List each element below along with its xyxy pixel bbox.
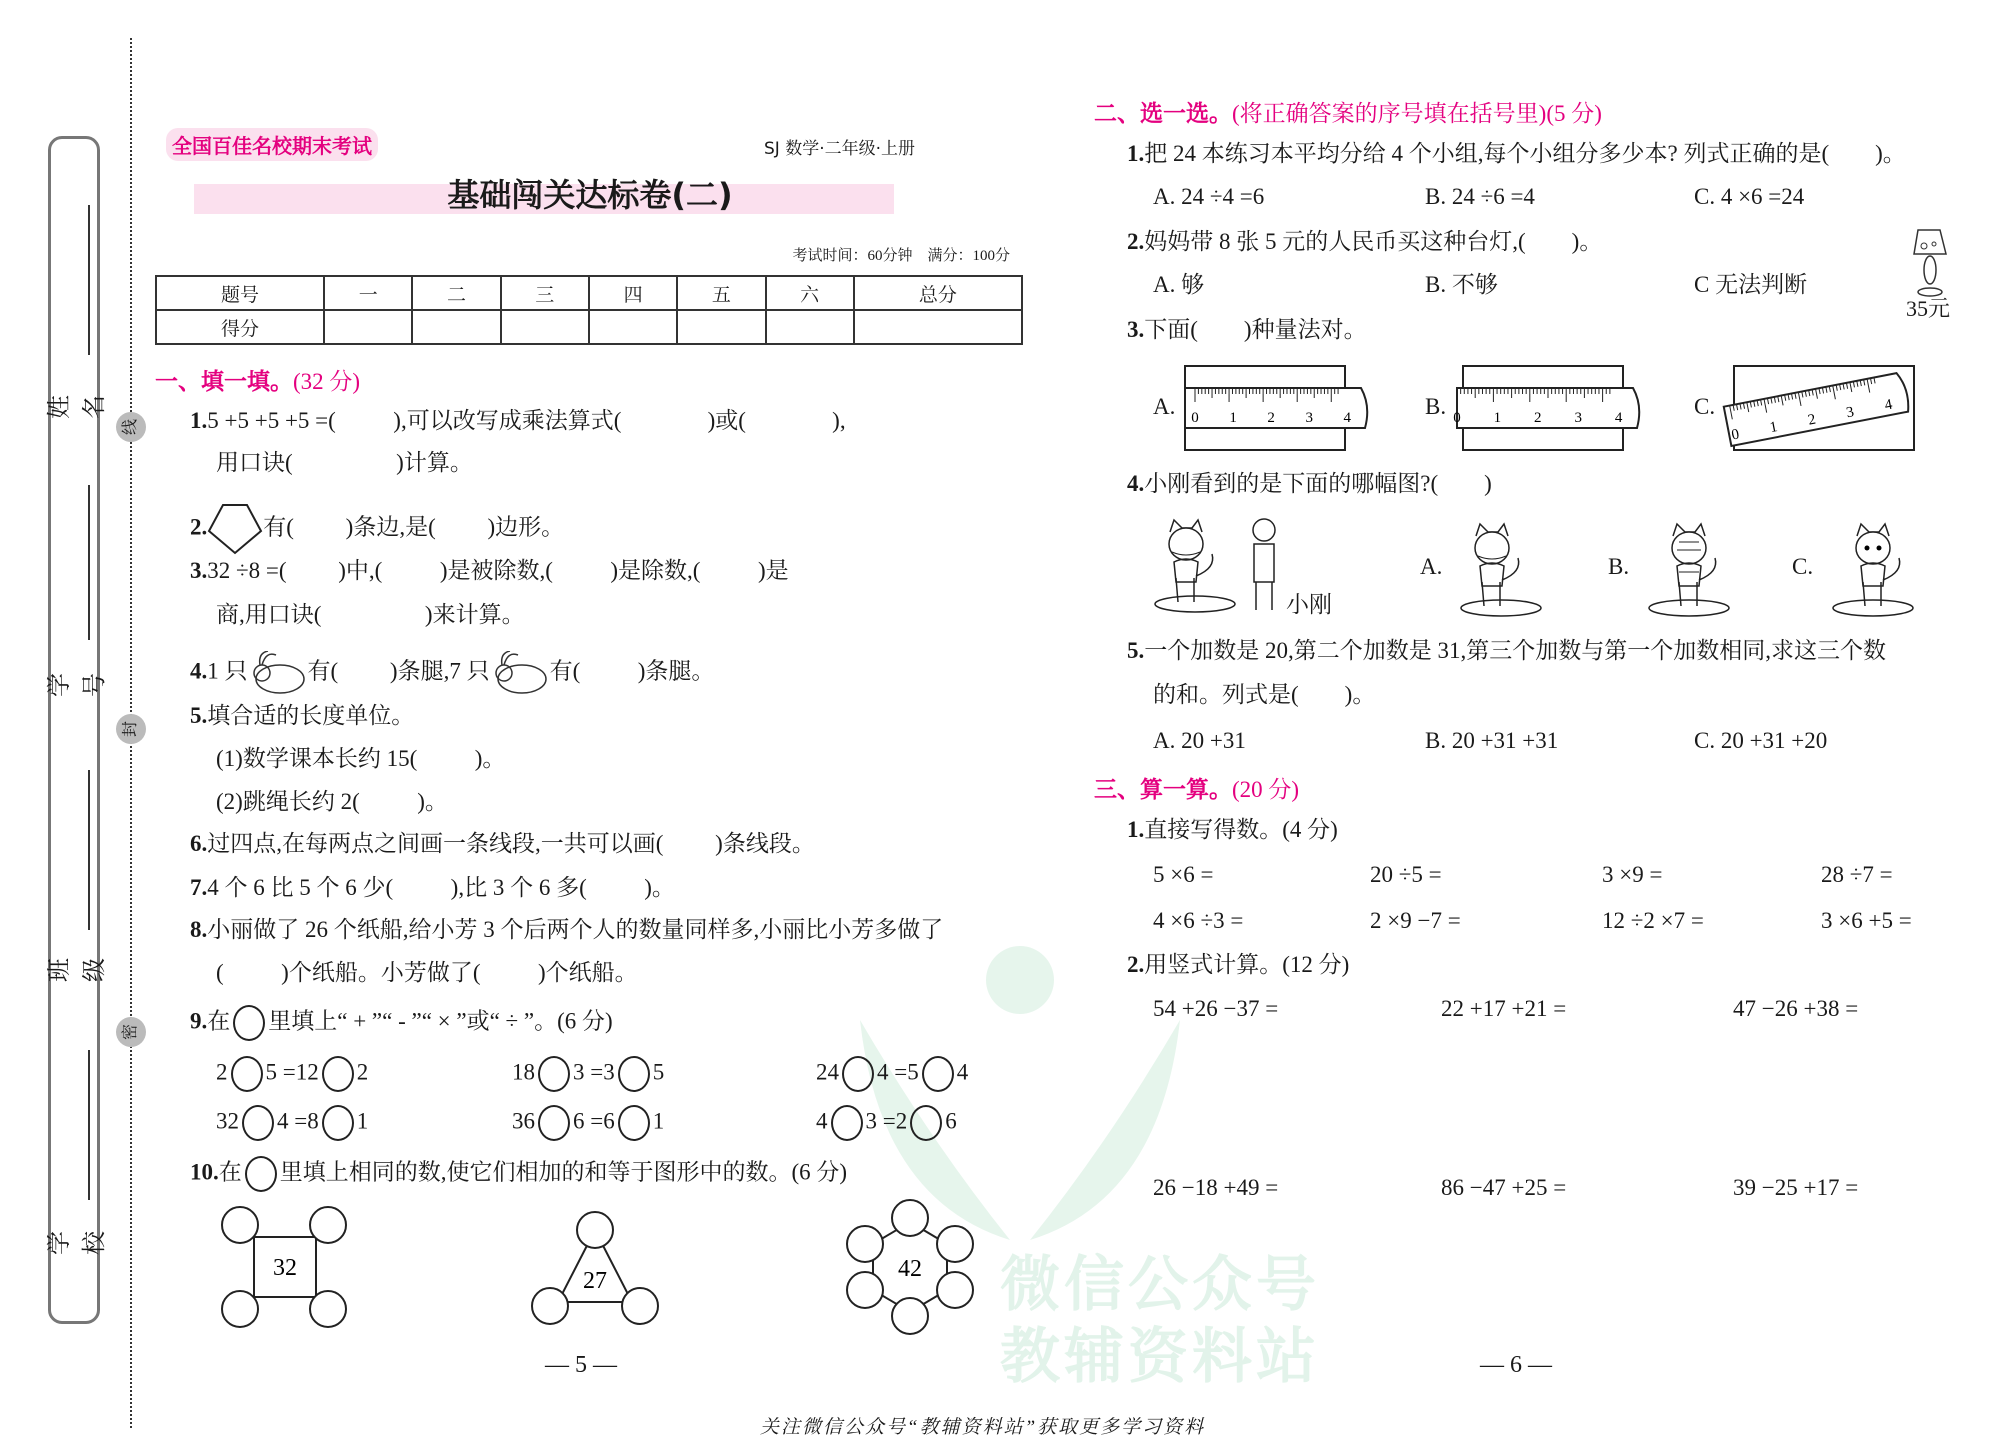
ruler-tick-label: 0 [1730, 426, 1741, 444]
option-b[interactable]: B. 20 +31 +31 [1425, 728, 1559, 753]
question-text[interactable]: 有( )条腿,7 只 [307, 658, 490, 684]
question-1 [190, 406, 846, 436]
score-input[interactable] [501, 310, 589, 344]
question-number: 8. [190, 917, 208, 942]
score-table [155, 275, 1023, 345]
option-a[interactable]: A. 够 [1153, 272, 1205, 297]
question-text[interactable]: 妈妈带 8 张 5 元的人民币买这种台灯,( )。 [1144, 229, 1603, 254]
table-cell: 得分 [156, 310, 324, 344]
vertical-calc-item[interactable]: 86 −47 +25 = [1441, 1175, 1567, 1200]
operator-circle-input[interactable] [538, 1105, 570, 1141]
table-cell: 六 [766, 276, 854, 310]
section-title: 一、填一填。 [155, 369, 293, 395]
operator-circle-input[interactable] [538, 1056, 570, 1092]
option-a[interactable]: A. 24 ÷4 =6 [1153, 184, 1265, 209]
equation-part: 2 [216, 1059, 228, 1085]
ruler-tick-label: 2 [1267, 410, 1275, 426]
question-4 [190, 651, 714, 695]
equation-part: 36 [512, 1108, 535, 1134]
question-text[interactable]: 32 ÷8 =( )中,( )是被除数,( )是除数,( )是 [207, 558, 789, 583]
ruler-tick-label: 3 [1845, 404, 1856, 422]
brand-label: 全国百佳名校期末考试 [166, 128, 378, 161]
answer-circle[interactable] [222, 1207, 258, 1243]
answer-circle[interactable] [310, 1291, 346, 1327]
equation-part: 1 [652, 1108, 665, 1134]
answer-circle[interactable] [937, 1272, 973, 1308]
score-input[interactable] [677, 310, 765, 344]
question-text[interactable]: 5 +5 +5 +5 =( ),可以改写成乘法算式( )或( ), [207, 408, 846, 433]
rabbit-icon [490, 651, 550, 695]
calc-item[interactable]: 5 ×6 = [1153, 862, 1214, 887]
person-label: 小刚 [1286, 592, 1332, 617]
equation-part: 2 [356, 1059, 369, 1085]
question-number: 5. [1127, 638, 1145, 663]
table-cell: 五 [677, 276, 765, 310]
cat-figure [1644, 522, 1734, 618]
watermark-text: 教辅资料站 [1000, 1322, 1320, 1392]
question-text[interactable]: 有( )条边,是( )边形。 [263, 514, 565, 540]
calc-item[interactable]: 12 ÷2 ×7 = [1602, 908, 1704, 933]
label-school: 学校 [45, 1231, 108, 1255]
question-number: 4. [190, 658, 208, 684]
ruler-tick-label: 3 [1305, 410, 1313, 426]
section-3-heading [1094, 771, 1299, 804]
question-number: 10. [190, 1159, 219, 1185]
operator-circle-input[interactable] [910, 1105, 942, 1141]
table-cell: 三 [501, 276, 589, 310]
choice-question-4 [1127, 469, 1492, 499]
equation-row [816, 1056, 968, 1092]
question-text[interactable]: 有( )条腿。 [549, 658, 715, 684]
calc-item[interactable]: 4 ×6 ÷3 = [1153, 908, 1244, 933]
question-text: 用竖式计算。(12 分) [1144, 952, 1350, 977]
lamp-price: 35元 [1906, 296, 1951, 321]
ruler-tick-label: 1 [1493, 410, 1502, 426]
ruler-tick-label: 1 [1229, 410, 1237, 426]
square-figure [220, 1205, 350, 1331]
operator-circle-input[interactable] [922, 1056, 954, 1092]
vertical-calc-item[interactable]: 22 +17 +21 = [1441, 996, 1567, 1021]
page-number-left: — 5 — [545, 1352, 617, 1378]
answer-circle[interactable] [622, 1288, 658, 1324]
page-title: 基础闯关达标卷(二) [447, 176, 733, 214]
answer-circle[interactable] [937, 1226, 973, 1262]
score-input[interactable] [854, 310, 1022, 344]
equation-part: 18 [512, 1059, 535, 1085]
calc-item[interactable]: 2 ×9 −7 = [1370, 908, 1461, 933]
score-input[interactable] [324, 310, 412, 344]
question-5-2[interactable]: (2)跳绳长约 2( )。 [216, 789, 448, 814]
calc-question-1 [1127, 815, 1338, 845]
operator-circle-input[interactable] [322, 1056, 354, 1092]
answer-circle[interactable] [847, 1272, 883, 1308]
score-input[interactable] [766, 310, 854, 344]
choice-question-5 [1127, 636, 1886, 666]
question-text: 一个加数是 20,第二个加数是 31,第三个加数与第一个加数相同,求这三个数 [1144, 638, 1886, 663]
circle-icon [233, 1005, 265, 1041]
operator-circle-input[interactable] [618, 1105, 650, 1141]
ruler-tick-label: 2 [1534, 410, 1542, 426]
cat-figure [1828, 522, 1918, 618]
answer-circle[interactable] [310, 1207, 346, 1243]
question-6 [190, 829, 815, 859]
equation-part: 3 =3 [573, 1059, 615, 1085]
question-text: 在 [218, 1159, 242, 1185]
question-number: 2. [1127, 229, 1145, 254]
ruler-tick-label: 2 [1806, 411, 1818, 429]
label-name: 姓名 [45, 395, 108, 419]
option-b[interactable]: B. 不够 [1425, 272, 1498, 297]
equation-row [816, 1105, 957, 1141]
option-c[interactable]: C. 4 ×6 =24 [1694, 184, 1805, 209]
equation-part: 6 [945, 1108, 957, 1134]
equation-part: 32 [216, 1108, 239, 1134]
section-2-heading [1094, 95, 1602, 128]
ruler-measurement-figure [1181, 364, 1381, 454]
score-input[interactable] [589, 310, 677, 344]
figure-number: 27 [583, 1268, 607, 1294]
cat-option-label[interactable]: C. [1792, 554, 1814, 579]
answer-circle[interactable] [892, 1200, 928, 1236]
question-8-cont[interactable]: ( )个纸船。小芳做了( )个纸船。 [216, 960, 638, 985]
ruler-measurement-figure [1722, 364, 1922, 454]
question-text: 填合适的长度单位。 [207, 703, 415, 728]
question-number: 2. [1127, 952, 1145, 977]
question-number: 3. [1127, 317, 1145, 342]
equation-part: 24 [816, 1059, 839, 1085]
class-line [88, 770, 90, 930]
choice-question-2 [1127, 227, 1602, 257]
section-title: 三、算一算。 [1094, 777, 1232, 803]
operator-circle-input[interactable] [231, 1056, 263, 1092]
rabbit-icon [248, 651, 308, 695]
question-10 [190, 1156, 847, 1192]
table-cell: 一 [324, 276, 412, 310]
choice-question-3 [1127, 315, 1367, 345]
ruler [1724, 372, 1911, 446]
option-c[interactable]: C 无法判断 [1694, 272, 1808, 297]
question-text: 里填上相同的数,使它们相加的和等于图形中的数。(6 分) [279, 1159, 848, 1185]
calc-item[interactable]: 20 ÷5 = [1370, 862, 1442, 887]
section-points: (将正确答案的序号填在括号里)(5 分) [1232, 101, 1602, 126]
subject-label: SJ 数学·二年级·上册 [764, 139, 916, 159]
operator-circle-input[interactable] [618, 1056, 650, 1092]
equation-row [512, 1105, 664, 1141]
id-line [88, 485, 90, 640]
question-number: 4. [1127, 471, 1145, 496]
seal-seal-mark: 封 [116, 714, 146, 744]
ruler-tick-label: 0 [1453, 410, 1461, 426]
question-number: 6. [190, 831, 208, 856]
name-line [88, 205, 90, 355]
seal-secret-mark: 密 [116, 1017, 146, 1047]
vertical-calc-item[interactable]: 39 −25 +17 = [1733, 1175, 1859, 1200]
ruler-tick-label: 4 [1614, 410, 1623, 426]
seal-line-mark: 线 [116, 412, 146, 442]
ruler-tick-label: 4 [1343, 410, 1352, 426]
answer-circle[interactable] [577, 1212, 613, 1248]
question-text: 里填上“ + ”“ - ”“ × ”或“ ÷ ”。(6 分) [268, 1008, 613, 1034]
question-number: 1. [190, 408, 208, 433]
question-3-cont[interactable]: 商,用口诀( )来计算。 [216, 602, 525, 627]
question-2 [190, 503, 564, 555]
section-title: 二、选一选。 [1094, 101, 1232, 127]
question-text: 在 [207, 1008, 231, 1034]
vertical-calc-item[interactable]: 47 −26 +38 = [1733, 996, 1859, 1021]
cat-option-label[interactable]: B. [1608, 554, 1630, 579]
ruler-tick-label: 3 [1574, 410, 1582, 426]
ruler-option-label[interactable]: C. [1694, 394, 1716, 419]
question-text[interactable]: 4 个 6 比 5 个 6 少( ),比 3 个 6 多( )。 [207, 875, 675, 900]
cat-figure [1456, 522, 1546, 618]
watermark-text: 微信公众号 [1000, 1250, 1320, 1320]
figure-number: 42 [898, 1256, 922, 1282]
equation-part: 4 [816, 1108, 828, 1134]
choice-question-1 [1127, 139, 1906, 169]
section-1-heading [155, 363, 360, 396]
footer-note: 关注微信公众号“教辅资料站”获取更多学习资料 [760, 1417, 1206, 1438]
table-cell: 四 [589, 276, 677, 310]
question-1-cont[interactable]: 用口诀( )计算。 [216, 450, 473, 475]
boy-figure [1244, 516, 1284, 616]
question-text: 1 只 [207, 658, 248, 684]
cat-option-label[interactable]: A. [1420, 554, 1443, 579]
question-5-1[interactable]: (1)数学课本长约 15( )。 [216, 746, 506, 771]
question-text[interactable]: 小刚看到的是下面的哪幅图?( ) [1144, 471, 1492, 496]
vertical-calc-item[interactable]: 26 −18 +49 = [1153, 1175, 1279, 1200]
table-cell: 总分 [854, 276, 1022, 310]
question-number: 7. [190, 875, 208, 900]
question-5 [190, 701, 414, 731]
equation-part: 5 =12 [265, 1059, 319, 1085]
option-a[interactable]: A. 20 +31 [1153, 728, 1246, 753]
triangle-figure [530, 1210, 660, 1328]
calc-item[interactable]: 3 ×9 = [1602, 862, 1663, 887]
question-5-cont[interactable]: 的和。列式是( )。 [1153, 682, 1376, 707]
lamp-icon [1910, 228, 1950, 300]
table-cell: 二 [412, 276, 500, 310]
operator-circle-input[interactable] [322, 1105, 354, 1141]
hexagon-figure [845, 1198, 975, 1336]
ruler-measurement-figure [1453, 364, 1653, 454]
equation-part: 3 =2 [865, 1108, 908, 1134]
ruler [1185, 388, 1367, 428]
figure-number: 32 [273, 1255, 297, 1281]
question-number: 2. [190, 514, 208, 540]
question-number: 5. [190, 703, 208, 728]
calc-item[interactable]: 28 ÷7 = [1821, 862, 1893, 887]
pentagon-icon [207, 503, 263, 555]
question-7 [190, 873, 675, 903]
equation-part: 1 [356, 1108, 369, 1134]
table-row [156, 276, 1022, 310]
equation-row [216, 1056, 368, 1092]
answer-circle[interactable] [892, 1298, 928, 1334]
equation-part: 4 =8 [277, 1108, 319, 1134]
equation-part: 4 =5 [877, 1059, 919, 1085]
vertical-calc-item[interactable]: 54 +26 −37 = [1153, 996, 1279, 1021]
question-text[interactable]: 过四点,在每两点之间画一条线段,一共可以画( )条线段。 [207, 831, 815, 856]
label-student-id: 学号 [45, 673, 108, 697]
question-text[interactable]: 下面( )种量法对。 [1144, 317, 1367, 342]
label-class: 班级 [45, 958, 108, 982]
exam-info: 考试时间：60分钟 满分：100分 [792, 248, 1010, 264]
equation-part: 4 [956, 1059, 969, 1085]
question-number: 3. [190, 558, 208, 583]
ruler [1453, 388, 1639, 428]
cat-figure [1150, 518, 1240, 614]
circle-icon [245, 1156, 277, 1192]
equation-row [512, 1056, 664, 1092]
question-number: 9. [190, 1008, 208, 1034]
section-points: (32 分) [293, 369, 361, 394]
operator-circle-input[interactable] [842, 1056, 874, 1092]
answer-circle[interactable] [532, 1288, 568, 1324]
ruler-option-label[interactable]: B. [1425, 394, 1447, 419]
question-3 [190, 556, 789, 586]
page-number-right: — 6 — [1480, 1352, 1552, 1378]
equation-row [216, 1105, 368, 1141]
ruler-tick-label: 1 [1768, 418, 1779, 437]
section-points: (20 分) [1232, 777, 1300, 802]
ruler-tick-label: 0 [1191, 410, 1199, 426]
operator-circle-input[interactable] [831, 1105, 863, 1141]
question-9 [190, 1005, 613, 1041]
ruler-tick-label: 4 [1883, 396, 1894, 414]
calc-item[interactable]: 3 ×6 +5 = [1821, 908, 1912, 933]
question-number: 1. [1127, 141, 1145, 166]
ruler-option-label[interactable]: A. [1153, 394, 1176, 419]
option-b[interactable]: B. 24 ÷6 =4 [1425, 184, 1535, 209]
question-number: 1. [1127, 817, 1145, 842]
student-info-box [48, 136, 100, 1324]
calc-question-2 [1127, 950, 1349, 980]
score-input[interactable] [412, 310, 500, 344]
answer-circle[interactable] [847, 1226, 883, 1262]
question-text: 小丽做了 26 个纸船,给小芳 3 个后两个人的数量同样多,小丽比小芳多做了 [207, 917, 944, 942]
equation-part: 6 =6 [573, 1108, 615, 1134]
question-text: 直接写得数。(4 分) [1144, 817, 1338, 842]
school-line [88, 1050, 90, 1200]
question-text[interactable]: 把 24 本练习本平均分给 4 个小组,每个小组分多少本? 列式正确的是( )。 [1144, 141, 1906, 166]
operator-circle-input[interactable] [242, 1105, 274, 1141]
table-cell: 题号 [156, 276, 324, 310]
option-c[interactable]: C. 20 +31 +20 [1694, 728, 1828, 753]
question-8 [190, 915, 943, 945]
table-row [156, 310, 1022, 344]
equation-part: 5 [652, 1059, 665, 1085]
answer-circle[interactable] [222, 1291, 258, 1327]
